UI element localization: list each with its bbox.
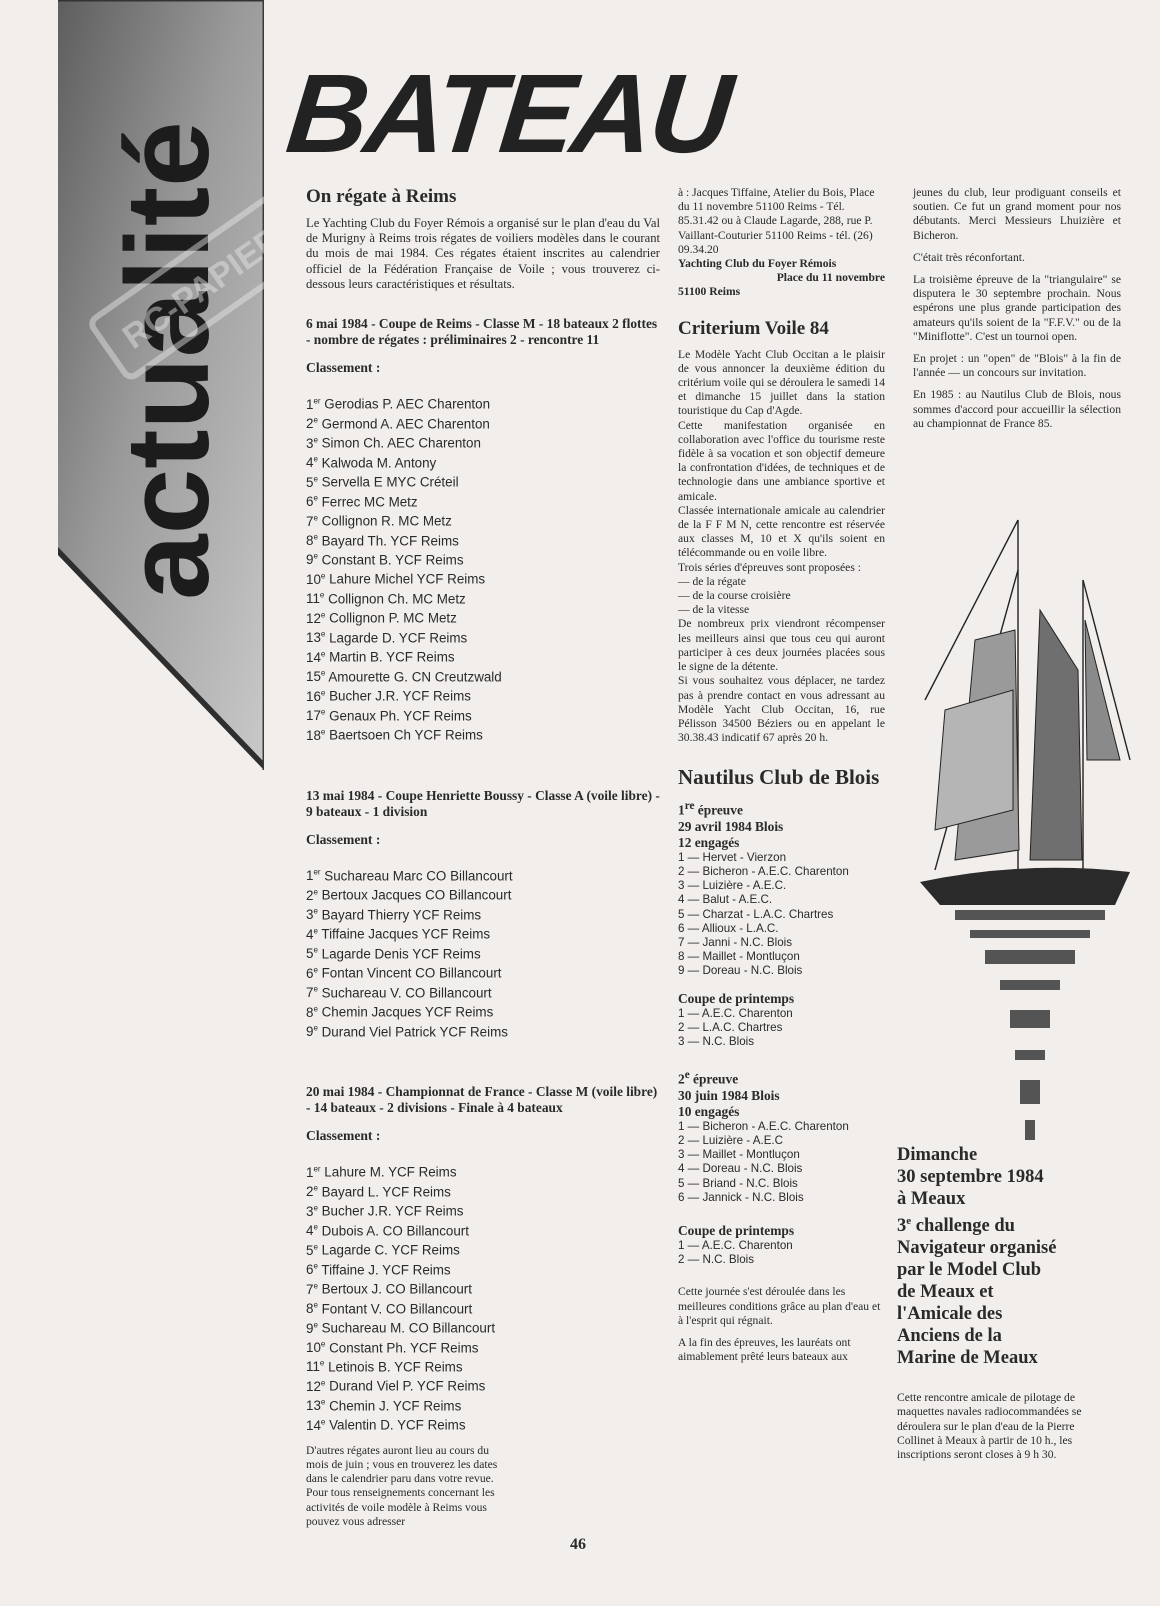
result-position: 14e <box>306 649 326 665</box>
result-row <box>306 1200 660 1219</box>
result-name: Tiffaine Jacques YCF Reims <box>317 926 491 942</box>
result-position: 2e <box>306 1183 318 1200</box>
nautilus-epreuve-1-results <box>678 851 885 979</box>
meaux-line-8: l'Amicale des <box>897 1304 1003 1325</box>
result-name: Lahure M. YCF Reims <box>320 1164 457 1180</box>
criterium-p3: Classée internationale amicale au calendrier de la F F M N, cette rencontre est réservée aux classes M, 10 et X qu'ils soient en télécommande ou en voile libre. <box>678 503 885 560</box>
result-row <box>306 1181 660 1200</box>
result-row <box>306 962 660 981</box>
nautilus-epreuve-1-date: 29 avril 1984 Blois <box>678 818 784 834</box>
result-position: 4e <box>306 1222 318 1239</box>
result-name: Genaux Ph. YCF Reims <box>325 708 472 724</box>
column-middle <box>678 186 885 1364</box>
result-name: Bucher J.R. YCF Reims <box>317 1203 464 1219</box>
result-name: Gerodias P. AEC Charenton <box>320 396 491 412</box>
result-position: 5e <box>306 1242 318 1258</box>
result-row <box>306 568 660 587</box>
nautilus-epreuve-2-count: 10 engagés <box>678 1103 740 1119</box>
reims-intro: Le Yachting Club du Foyer Rémois a organisé sur le plan d'eau du Val de Murigny à Reims trois régates de voiliers modèles dans le courant du mois de mai 1984. Ces régates étaient inscrites au calendrier officiel de la Fédération Française de Voile ; vous trouverez ci-dessous leurs caractéristiques et résultats. <box>306 216 660 291</box>
right-p2: C'était très réconfortant. <box>913 250 1025 264</box>
banner-graphic <box>58 0 264 770</box>
page-title: BATEAU <box>281 51 735 176</box>
result-row <box>306 1298 660 1317</box>
nautilus-epreuve-2-date: 30 juin 1984 Blois <box>678 1087 780 1103</box>
list-item: 5 — Charzat - L.A.C. Chartres <box>678 907 834 921</box>
result-row <box>306 1395 660 1414</box>
result-position: 11e <box>306 590 325 607</box>
result-position: 18e <box>306 727 326 743</box>
result-position: 9e <box>306 551 318 568</box>
list-item: 2 — Bicheron - A.E.C. Charenton <box>678 864 849 878</box>
meaux-line-10: Marine de Meaux <box>897 1348 1038 1369</box>
result-row <box>306 510 660 529</box>
result-position: 17e <box>306 707 326 724</box>
result-position: 10e <box>306 1339 326 1355</box>
page-number: 46 <box>570 1536 586 1553</box>
coupe-printemps-1-title: Coupe de printemps <box>678 990 795 1006</box>
right-p3: La troisième épreuve de la "triangulaire" se disputera le 30 septembre prochain. Nous espérons une plus grande participation des amateurs qu'ils soient de la "F.F.V." ou de la "Miniflotte". C'est un tournoi open. <box>913 273 1121 343</box>
result-name: Kalwoda M. Antony <box>317 455 437 471</box>
list-item: 3 — N.C. Blois <box>678 1035 755 1049</box>
criterium-p2: Cette manifestation organisée en collaboration avec l'office du tourisme reste fidèle à sa vocation et son objectif demeure la confrontation d'idées, de techniques et de technologie dans une ambiance sportive et amicale. <box>678 418 885 503</box>
meaux-line-9: Anciens de la <box>897 1326 1002 1347</box>
nautilus-p2: A la fin des épreuves, les lauréats ont aimablement prêté leurs bateaux aux <box>678 1335 851 1364</box>
result-row <box>306 1259 660 1278</box>
criterium-series-1: — de la régate <box>678 574 746 588</box>
result-row <box>306 1337 660 1356</box>
list-item: 1 — A.E.C. Charenton <box>678 1238 793 1252</box>
section-label: actualité <box>102 121 234 600</box>
list-item: 5 — Briand - N.C. Blois <box>678 1176 798 1190</box>
result-row <box>306 549 660 568</box>
meaux-paragraph: Cette rencontre amicale de pilotage de maquettes navales radiocommandées se déroulera sur le plan d'eau de la Pierre Collinet à Meaux à partir de 10 h., les inscriptions seront closes à 9 h 30. <box>897 1391 1082 1461</box>
result-position: 2e <box>306 415 318 432</box>
result-row <box>306 666 660 685</box>
result-position: 11e <box>306 1358 325 1375</box>
criterium-series-2: — de la course croisière <box>678 589 791 603</box>
column-reims <box>306 186 660 1529</box>
result-position: 7e <box>306 1281 318 1297</box>
club-address-2: 51100 Reims <box>678 285 741 299</box>
result-position: 1er <box>306 1164 321 1180</box>
result-position: 5e <box>306 474 318 490</box>
list-item: 2 — N.C. Blois <box>678 1253 755 1267</box>
regatta2-results <box>306 865 660 1040</box>
meaux-line-5: Navigateur organisé <box>897 1238 1057 1259</box>
reims-outro-2: Pour tous renseignements concernant les activités de voile modèle à Reims vous pouvez vous adresser <box>306 1486 495 1528</box>
list-item: 4 — Balut - A.E.C. <box>678 893 773 907</box>
result-row <box>306 413 660 432</box>
right-p1: jeunes du club, leur prodiguant conseils et soutien. Ce fut un grand moment pour nos débutants. Merci Messieurs Lhuizière et Bicheron. <box>913 186 1121 242</box>
result-name: Martin B. YCF Reims <box>325 649 455 665</box>
list-item: 6 — Jannick - N.C. Blois <box>678 1190 804 1204</box>
result-position: 4e <box>306 454 318 471</box>
nautilus-epreuve-2-results <box>678 1120 885 1205</box>
list-item: 9 — Doreau - N.C. Blois <box>678 964 803 978</box>
result-row <box>306 1161 660 1180</box>
result-position: 4e <box>306 926 318 942</box>
criterium-p4: Trois séries d'épreuves sont proposées : <box>678 560 861 574</box>
right-p4: En projet : un "open" de "Blois" à la fin de l'année — un concours sur invitation. <box>913 352 1121 380</box>
result-position: 6e <box>306 1261 318 1278</box>
regatta3-results <box>306 1161 660 1434</box>
criterium-heading: Criterium Voile 84 <box>678 317 829 339</box>
meaux-announcement <box>897 1144 1127 1462</box>
result-name: Constant Ph. YCF Reims <box>325 1339 479 1355</box>
list-item: 1 — A.E.C. Charenton <box>678 1006 793 1020</box>
nautilus-heading: Nautilus Club de Blois <box>678 765 880 790</box>
result-position: 5e <box>306 945 318 962</box>
list-item: 1 — Bicheron - A.E.C. Charenton <box>678 1119 849 1133</box>
result-row <box>306 1414 660 1433</box>
result-position: 3e <box>306 906 318 923</box>
meaux-line-4: 3e challenge du <box>897 1215 1015 1237</box>
result-row <box>306 607 660 626</box>
result-position: 1er <box>306 396 321 412</box>
regatta3-header: 20 mai 1984 - Championnat de France - Classe M (voile libre) - 14 bateaux - 2 divisions - Finale à 4 bateaux <box>306 1084 658 1116</box>
reims-outro-1: D'autres régates auront lieu au cours du mois de juin ; vous en trouverez les dates dans le calendrier paru dans votre revue. <box>306 1443 498 1486</box>
result-position: 6e <box>306 965 318 981</box>
result-row <box>306 432 660 451</box>
result-name: Letinois B. YCF Reims <box>324 1359 463 1375</box>
meaux-line-7: de Meaux et <box>897 1282 994 1303</box>
result-name: Suchareau M. CO Billancourt <box>317 1320 496 1336</box>
result-row <box>306 530 660 549</box>
nautilus-epreuve-1-count: 12 engagés <box>678 834 740 850</box>
regatta1-header: 6 mai 1984 - Coupe de Reims - Classe M - 18 bateaux 2 flottes - nombre de régates : préliminaires 2 - rencontre 11 <box>306 316 658 348</box>
right-p5: En 1985 : au Nautilus Club de Blois, nous sommes d'accord pour accueillir la sélection au championnat de France 85. <box>913 388 1121 430</box>
result-name: Lagarde C. YCF Reims <box>317 1242 460 1258</box>
result-name: Dubois A. CO Billancourt <box>317 1223 469 1239</box>
result-name: Lagarde D. YCF Reims <box>325 630 468 646</box>
result-name: Bayard L. YCF Reims <box>317 1184 451 1200</box>
result-name: Chemin Jacques YCF Reims <box>317 1004 494 1020</box>
result-name: Valentin D. YCF Reims <box>325 1417 466 1433</box>
result-row <box>306 452 660 471</box>
club-address-1: Place du 11 novembre <box>776 271 885 285</box>
result-position: 12e <box>306 1378 326 1394</box>
result-row <box>306 471 660 490</box>
nautilus-epreuve-1-title: 1re épreuve <box>678 800 743 818</box>
result-name: Fontan Vincent CO Billancourt <box>317 965 502 981</box>
meaux-line-3: à Meaux <box>897 1189 966 1209</box>
result-position: 3e <box>306 1203 318 1219</box>
result-position: 16e <box>306 688 326 704</box>
nautilus-p1: Cette journée s'est déroulée dans les meilleures conditions grâce au plan d'eau et à l'esprit qui régnait. <box>678 1285 881 1327</box>
regatta1-classement: Classement : <box>306 360 381 376</box>
result-position: 10e <box>306 571 326 587</box>
result-row <box>306 943 660 962</box>
result-row <box>306 1220 660 1239</box>
regatta2-header: 13 mai 1984 - Coupe Henriette Boussy - Classe A (voile libre) - 9 bateaux - 1 division <box>306 787 660 819</box>
result-row <box>306 904 660 923</box>
coupe-printemps-1-results <box>678 1007 885 1050</box>
result-name: Tiffaine J. YCF Reims <box>317 1262 451 1278</box>
list-item: 1 — Hervet - Vierzon <box>678 850 787 864</box>
criterium-p6: Si vous souhaitez vous déplacer, ne tardez pas à prendre contact en vous adressant au Modèle Yacht Club Occitan, 16, rue Pélisson 34500 Béziers ou en appelant le 30.38.43 indicatif 67 après 20 h. <box>678 674 885 745</box>
result-row <box>306 1278 660 1297</box>
result-name: Servella E MYC Créteil <box>317 474 459 490</box>
list-item: 3 — Luizière - A.E.C. <box>678 879 787 893</box>
coupe-printemps-2-results <box>678 1239 885 1267</box>
result-position: 13e <box>306 1397 326 1414</box>
sailboat-illustration <box>915 510 1135 1150</box>
result-name: Bertoux Jacques CO Billancourt <box>317 887 512 903</box>
result-name: Germond A. AEC Charenton <box>317 416 490 432</box>
result-position: 8e <box>306 1004 318 1020</box>
result-name: Constant B. YCF Reims <box>317 552 464 568</box>
result-position: 12e <box>306 610 326 626</box>
list-item: 6 — Allioux - L.A.C. <box>678 921 779 935</box>
result-row <box>306 884 660 903</box>
result-name: Durand Viel P. YCF Reims <box>325 1378 486 1394</box>
result-name: Suchareau V. CO Billancourt <box>317 985 492 1001</box>
result-row <box>306 1356 660 1375</box>
column-right <box>913 186 1121 439</box>
reims-heading: On régate à Reims <box>306 186 457 207</box>
nautilus-epreuve-2-title: 2e épreuve <box>678 1069 739 1087</box>
result-name: Amourette G. CN Creutzwald <box>325 669 502 685</box>
result-name: Suchareau Marc CO Billancourt <box>320 868 513 884</box>
result-row <box>306 646 660 665</box>
result-position: 7e <box>306 513 318 529</box>
result-row <box>306 393 660 412</box>
result-row <box>306 923 660 942</box>
result-row <box>306 724 660 743</box>
result-position: 14e <box>306 1417 326 1433</box>
result-name: Bucher J.R. YCF Reims <box>325 688 471 704</box>
criterium-series-3: — de la vitesse <box>678 603 750 617</box>
result-row <box>306 865 660 884</box>
result-name: Lagarde Denis YCF Reims <box>317 946 481 962</box>
result-position: 3e <box>306 435 318 451</box>
list-item: 7 — Janni - N.C. Blois <box>678 936 793 949</box>
result-name: Lahure Michel YCF Reims <box>325 571 486 587</box>
list-item: 2 — L.A.C. Chartres <box>678 1020 783 1034</box>
list-item: 3 — Maillet - Montluçon <box>678 1148 800 1162</box>
result-name: Collignon P. MC Metz <box>325 610 457 626</box>
coupe-printemps-2-title: Coupe de printemps <box>678 1222 795 1238</box>
result-position: 2e <box>306 887 318 903</box>
result-name: Collignon R. MC Metz <box>317 513 452 529</box>
result-name: Durand Viel Patrick YCF Reims <box>317 1024 508 1040</box>
meaux-line-6: par le Model Club <box>897 1260 1042 1281</box>
result-position: 1er <box>306 867 321 884</box>
club-name: Yachting Club du Foyer Rémois <box>678 257 837 271</box>
result-row <box>306 685 660 704</box>
section-banner <box>58 0 264 770</box>
list-item: 2 — Luizière - A.E.C <box>678 1133 784 1147</box>
result-row <box>306 627 660 646</box>
regatta1-results <box>306 393 660 743</box>
result-row <box>306 705 660 724</box>
meaux-line-1: Dimanche <box>897 1145 978 1165</box>
watermark-text: RC-PAPIERS <box>115 206 264 357</box>
result-name: Simon Ch. AEC Charenton <box>317 435 481 451</box>
result-row <box>306 982 660 1001</box>
result-position: 9e <box>306 1023 318 1040</box>
result-position: 13e <box>306 629 326 646</box>
result-position: 7e <box>306 984 318 1001</box>
result-row <box>306 1317 660 1336</box>
result-name: Fontant V. CO Billancourt <box>317 1301 473 1317</box>
result-name: Bayard Thierry YCF Reims <box>317 907 482 923</box>
reims-contact: à : Jacques Tiffaine, Atelier du Bois, Place du 11 novembre 51100 Reims - Tél. 85.31.42 ou à Claude Lagarde, 288, rue P. Vaillant-Couturier 51100 Reims - tél. (26) 09.34.20 <box>678 186 875 256</box>
result-name: Collignon Ch. MC Metz <box>324 591 466 607</box>
result-position: 15e <box>306 668 326 685</box>
result-row <box>306 1239 660 1258</box>
regatta3-classement: Classement : <box>306 1128 381 1144</box>
result-name: Bertoux J. CO Billancourt <box>317 1281 472 1297</box>
criterium-p5: De nombreux prix viendront récompenser les meilleurs ainsi que tous ceu qui auront participer à ces deux journées placées sous le signe de la détente. <box>678 617 885 674</box>
result-name: Baertsoen Ch YCF Reims <box>325 727 483 743</box>
regatta2-classement: Classement : <box>306 831 381 847</box>
list-item: 4 — Doreau - N.C. Blois <box>678 1162 803 1176</box>
result-name: Ferrec MC Metz <box>317 494 418 510</box>
list-item: 8 — Maillet - Montluçon <box>678 950 800 964</box>
result-name: Chemin J. YCF Reims <box>325 1398 462 1414</box>
result-position: 9e <box>306 1320 318 1336</box>
result-row <box>306 1001 660 1020</box>
result-position: 8e <box>306 532 318 548</box>
meaux-line-2: 30 septembre 1984 <box>897 1167 1044 1187</box>
result-row <box>306 588 660 607</box>
result-row <box>306 491 660 510</box>
result-row <box>306 1375 660 1394</box>
result-position: 8e <box>306 1300 318 1317</box>
result-row <box>306 1021 660 1040</box>
result-name: Bayard Th. YCF Reims <box>317 532 459 548</box>
criterium-p1: Le Modèle Yacht Club Occitan a le plaisir de vous annoncer la deuxième édition du critérium voile qui se déroulera le samedi 14 et dimanche 15 juillet dans la station touristique du Cap d'Agde. <box>678 347 886 418</box>
result-position: 6e <box>306 493 318 510</box>
